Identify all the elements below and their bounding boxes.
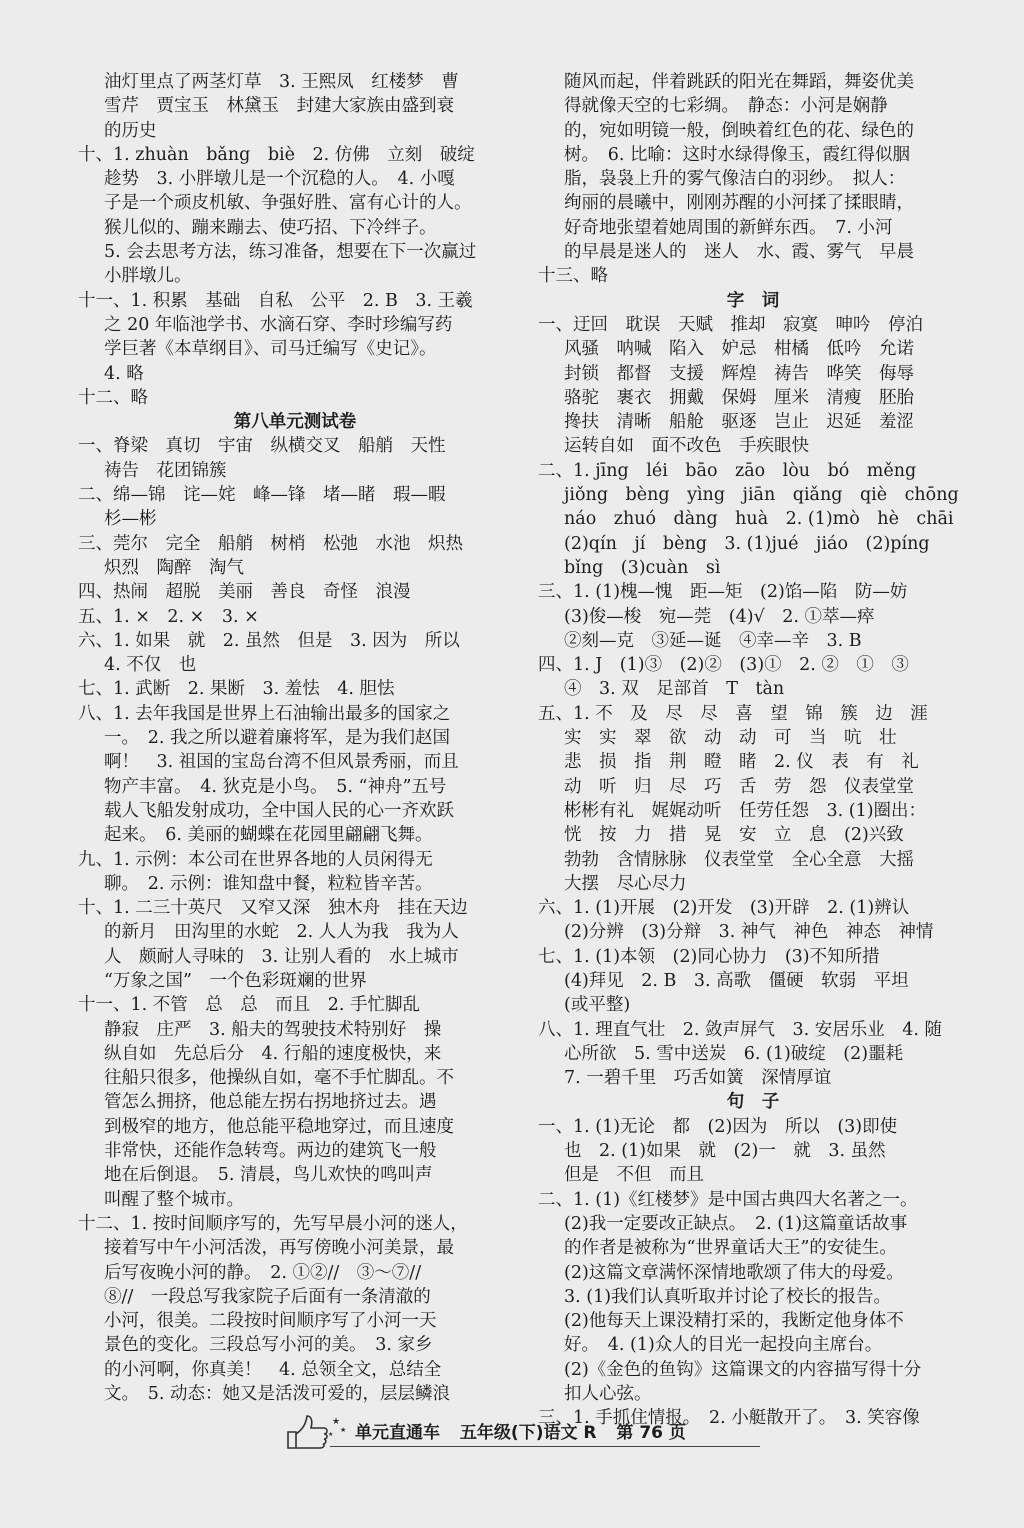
answer-line: (2)他每天上课没精打采的，我断定他身体不 bbox=[564, 1311, 904, 1332]
svg-text:★: ★ bbox=[332, 1417, 341, 1427]
answer-line: 大摆 尽心尽力 bbox=[564, 873, 687, 894]
answer-line: 五、1. × 2. × 3. × bbox=[78, 606, 259, 627]
answer-line: 静寂 庄严 3. 船夫的驾驶技术特别好 操 bbox=[104, 1019, 442, 1040]
answer-line: 物产丰富。 4. 狄克是小鸟。 5. “神舟”五号 bbox=[104, 776, 447, 797]
answer-line: 也 2. (1)如果 就 (2)一 就 3. 虽然 bbox=[564, 1141, 886, 1162]
answer-line: (2)我一定要改正缺点。 2. (1)这篇童话故事 bbox=[564, 1213, 908, 1234]
answer-line: 学巨著《本草纲目》、司马迁编写《史记》。 bbox=[104, 339, 437, 360]
answer-line: 载人飞船发射成功，全中国人民的心一齐欢跃 bbox=[104, 800, 454, 821]
answer-line: 六、1. 如果 就 2. 虽然 但是 3. 因为 所以 bbox=[78, 630, 460, 651]
answer-line: 一。 2. 我之所以避着廉将军，是为我们赵国 bbox=[104, 728, 451, 749]
answer-line: 二、1. (1)《红楼梦》是中国古典四大名著之一。 bbox=[538, 1189, 918, 1210]
answer-line: 猴儿似的、蹦来蹦去、使巧招、下冷绊子。 bbox=[104, 217, 437, 238]
answer-line: 三、1. 手抓住情报。 2. 小艇散开了。 3. 笑容像 bbox=[538, 1408, 920, 1429]
answer-line: 杉—彬 bbox=[104, 509, 157, 530]
answer-line: 往船只很多，他操纵自如，毫不手忙脚乱。不 bbox=[104, 1068, 454, 1089]
grade-subject: 五年级(下)语文 R bbox=[459, 1423, 597, 1443]
answer-line: 树。 6. 比喻：这时水绿得像玉，霞红得似胭 bbox=[564, 144, 911, 165]
answer-line: 一、1. (1)无论 都 (2)因为 所以 (3)即使 bbox=[538, 1116, 898, 1137]
answer-line: 7. 一碧千里 巧舌如簧 深情厚谊 bbox=[564, 1068, 832, 1089]
answer-line: ②刻—克 ③延—诞 ④幸—辛 3. B bbox=[564, 630, 862, 651]
answer-line: 小河，很美。二段按时间顺序写了小河一天 bbox=[104, 1311, 437, 1332]
answer-line: 景色的变化。三段总写小河的美。 3. 家乡 bbox=[104, 1335, 433, 1356]
answer-line: “万象之国” 一个色彩斑斓的世界 bbox=[104, 970, 367, 991]
answer-line: 恍 按 力 措 晃 安 立 息 (2)兴致 bbox=[564, 825, 904, 846]
answer-line: 骆驼 裹衣 拥戴 保姆 厘米 清瘦 胚胎 bbox=[564, 387, 914, 408]
answer-line: 悲 损 指 荆 瞪 睹 2. 仪 表 有 礼 bbox=[564, 752, 919, 773]
answer-line: 十二、1. 按时间顺序写的，先写早晨小河的迷人， bbox=[78, 1213, 468, 1234]
answer-line: 风骚 呐喊 陷入 妒忌 柑橘 低吟 允诺 bbox=[564, 339, 914, 360]
answer-line: 的新月 田沟里的水蛇 2. 人人为我 我为人 bbox=[104, 922, 459, 943]
answer-line: 之 20 年临池学书、水滴石穿、李时珍编写药 bbox=[104, 314, 453, 335]
left-column bbox=[78, 70, 512, 1406]
answer-line: 地在后倒退。 5. 清晨，鸟儿欢快的鸣叫声 bbox=[104, 1165, 433, 1186]
answer-line: 一、迂回 耽误 天赋 推却 寂寞 呻吟 停泊 bbox=[538, 314, 923, 335]
answer-line: ④ 3. 双 足部首 T tàn bbox=[564, 679, 785, 700]
answer-line: (2)这篇文章满怀深情地歌颂了伟大的母爱。 bbox=[564, 1262, 904, 1283]
answer-line: 随风而起，伴着跳跃的阳光在舞蹈，舞姿优美 bbox=[564, 72, 914, 92]
answer-line: 十、1. 二三十英尺 又窄又深 独木舟 挂在天边 bbox=[78, 898, 468, 919]
answer-line: (2)分辨 (3)分辩 3. 神气 神色 神态 神情 bbox=[564, 922, 934, 943]
answer-line: 五、1. 不 及 尽 尽 喜 望 锦 簇 边 涯 bbox=[538, 703, 928, 724]
answer-line: 十、1. zhuàn bǎng biè 2. 仿佛 立刻 破绽 bbox=[78, 144, 475, 165]
answer-line: 5. 会去思考方法，练习准备，想要在下一次赢过 bbox=[104, 242, 477, 263]
answer-line: 运转自如 面不改色 手疾眼快 bbox=[564, 436, 809, 457]
answer-line: 的历史 bbox=[104, 120, 157, 141]
answer-line: 人 颇耐人寻味的 3. 让别人看的 水上城市 bbox=[104, 946, 459, 967]
answer-line: 动 听 归 尽 巧 舌 劳 怨 仪表堂堂 bbox=[564, 776, 914, 797]
answer-line: (或平整) bbox=[564, 995, 631, 1016]
answer-line: 起来。 6. 美丽的蝴蝶在花园里翩翩飞舞。 bbox=[104, 825, 433, 846]
svg-text:★: ★ bbox=[340, 1426, 347, 1434]
answer-line: 小胖墩儿。 bbox=[104, 266, 192, 287]
answer-line: 脂，袅袅上升的雾气像洁白的羽纱。 拟人： bbox=[564, 169, 906, 190]
answer-line: 的小河啊，你真美！ 4. 总领全文，总结全 bbox=[104, 1359, 442, 1380]
answer-line: ⑧// 一段总写我家院子后面有一条清澈的 bbox=[104, 1286, 431, 1307]
right-column bbox=[538, 70, 968, 1431]
answer-line: 得就像天空的七彩绸。 静态：小河是娴静 bbox=[564, 96, 888, 117]
answer-line: 炽烈 陶醉 淘气 bbox=[104, 557, 244, 578]
answer-line: bǐng (3)cuàn sì bbox=[564, 557, 721, 578]
answer-line: 九、1. 示例：本公司在世界各地的人员闲得无 bbox=[78, 849, 433, 870]
answer-line: náo zhuó dàng huà 2. (1)mò hè chāi bbox=[564, 509, 954, 530]
answer-line: (2)《金色的鱼钩》这篇课文的内容描写得十分 bbox=[564, 1359, 922, 1380]
answer-line: 勃勃 含情脉脉 仪表堂堂 全心全意 大摇 bbox=[564, 849, 914, 870]
answer-line: 雪芹 贾宝玉 林黛玉 封建大家族由盛到衰 bbox=[104, 96, 454, 117]
answer-line: 三、1. (1)槐—愧 距—矩 (2)馅—陷 防—妨 bbox=[538, 582, 908, 603]
page-number: 第 76 页 bbox=[616, 1423, 686, 1443]
svg-text:★: ★ bbox=[328, 1431, 334, 1438]
answer-line: 叫醒了整个城市。 bbox=[104, 1189, 244, 1210]
answer-line: 搀扶 清晰 船舱 驱逐 岂止 迟延 羞涩 bbox=[564, 412, 914, 433]
section-heading: 句 子 bbox=[726, 1092, 780, 1113]
answer-line: 的作者是被称为“世界童话大王”的安徒生。 bbox=[564, 1238, 897, 1259]
answer-line: 三、莞尔 完全 船艄 树梢 松弛 水池 炽热 bbox=[78, 533, 463, 554]
footer-divider bbox=[330, 1446, 760, 1447]
answer-line: 4. 不仅 也 bbox=[104, 655, 197, 676]
answer-line: 四、1. J (1)③ (2)② (3)① 2. ② ① ③ bbox=[538, 655, 909, 676]
answer-line: 但是 不但 而且 bbox=[564, 1165, 704, 1186]
answer-line: 二、绵—锦 诧—姹 峰—锋 堵—睹 瑕—暇 bbox=[78, 485, 446, 506]
book-title: 单元直通车 bbox=[355, 1423, 440, 1443]
answer-line: 文。 5. 动态：她又是活泼可爱的，层层鳞浪 bbox=[104, 1384, 451, 1405]
answer-line: 绚丽的晨曦中，刚刚苏醒的小河揉了揉眼睛， bbox=[564, 193, 914, 214]
answer-line: jiǒng bèng yìng jiān qiǎng qiè chōng bbox=[564, 485, 959, 506]
answer-line: 的，宛如明镜一般，倒映着红色的花、绿色的 bbox=[564, 120, 914, 141]
answer-line: 封锁 都督 支援 辉煌 祷告 哗笑 侮辱 bbox=[564, 363, 914, 384]
answer-line: (2)qín jí bèng 3. (1)jué jiáo (2)píng bbox=[564, 533, 930, 554]
answer-line: 彬彬有礼 娓娓动听 任劳任怨 3. (1)圈出： bbox=[564, 800, 927, 821]
answer-line: 十二、略 bbox=[78, 387, 148, 408]
answer-line: 扣人心弦。 bbox=[564, 1384, 652, 1405]
answer-line: 六、1. (1)开展 (2)开发 (3)开辟 2. (1)辨认 bbox=[538, 898, 910, 919]
answer-line: 十三、略 bbox=[538, 266, 608, 287]
answer-line: 祷告 花团锦簇 bbox=[104, 460, 227, 481]
answer-line: 纵自如 先总后分 4. 行船的速度极快，来 bbox=[104, 1043, 442, 1064]
answer-line: 四、热闹 超脱 美丽 善良 奇怪 浪漫 bbox=[78, 582, 411, 603]
answer-line: 八、1. 去年我国是世界上石油输出最多的国家之 bbox=[78, 703, 451, 724]
answer-line: 七、1. 武断 2. 果断 3. 羞怯 4. 胆怯 bbox=[78, 679, 395, 700]
answer-line: 到极窄的地方，他总能平稳地穿过，而且速度 bbox=[104, 1116, 454, 1137]
answer-line: 十一、1. 不管 总 总 而且 2. 手忙脚乱 bbox=[78, 995, 421, 1016]
answer-line: 十一、1. 积累 基础 自私 公平 2. B 3. 王羲 bbox=[78, 290, 473, 311]
answer-line: 管怎么拥挤，他总能左拐右拐地挤过去。遇 bbox=[104, 1092, 437, 1113]
answer-line: 趁势 3. 小胖墩儿是一个沉稳的人。 4. 小嘎 bbox=[104, 169, 455, 190]
answer-line: 油灯里点了两茎灯草 3. 王熙凤 红楼梦 曹 bbox=[104, 72, 459, 92]
answer-line: 的早晨是迷人的 迷人 水、霞、雾气 早晨 bbox=[564, 242, 914, 263]
answer-line: 心所欲 5. 雪中送炭 6. (1)破绽 (2)噩耗 bbox=[564, 1043, 904, 1064]
answer-line: 后写夜晚小河的静。 2. ①②// ③～⑦// bbox=[104, 1262, 422, 1283]
answer-line: 八、1. 理直气壮 2. 敛声屏气 3. 安居乐业 4. 随 bbox=[538, 1019, 943, 1040]
section-heading: 字 词 bbox=[726, 290, 780, 311]
answer-line: (3)俊—梭 宛—莞 (4)√ 2. ①萃—瘁 bbox=[564, 606, 875, 627]
answer-line: 3. (1)我们认真听取并讨论了校长的报告。 bbox=[564, 1286, 892, 1307]
answer-line: 二、1. jīng léi bāo zāo lòu bó měng bbox=[538, 460, 917, 481]
answer-line: (4)拜见 2. B 3. 高歌 僵硬 软弱 平坦 bbox=[564, 970, 909, 991]
answer-line: 聊。 2. 示例：谁知盘中餐，粒粒皆辛苦。 bbox=[104, 873, 433, 894]
answer-line: 接着写中午小河活泼，再写傍晚小河美景，最 bbox=[104, 1238, 454, 1259]
section-heading: 第八单元测试卷 bbox=[233, 412, 357, 433]
answer-line: 非常快，还能作急转弯。两边的建筑飞一般 bbox=[104, 1141, 437, 1162]
answer-line: 啊！ 3. 祖国的宝岛台湾不但风景秀丽，而且 bbox=[104, 752, 459, 773]
page-footer bbox=[0, 1412, 1024, 1452]
answer-line: 七、1. (1)本领 (2)同心协力 (3)不知所措 bbox=[538, 946, 880, 967]
answer-line: 实 实 翠 欲 动 动 可 当 吭 壮 bbox=[564, 728, 897, 749]
answer-line: 子是一个顽皮机敏、争强好胜、富有心计的人。 bbox=[104, 193, 472, 214]
answer-line: 好奇地张望着她周围的新鲜东西。 7. 小河 bbox=[564, 217, 893, 238]
answer-line: 4. 略 bbox=[104, 363, 144, 384]
answer-line: 一、脊梁 真切 宇宙 纵横交叉 船艄 天性 bbox=[78, 436, 446, 457]
answer-line: 好。 4. (1)众人的目光一起投向主席台。 bbox=[564, 1335, 883, 1356]
